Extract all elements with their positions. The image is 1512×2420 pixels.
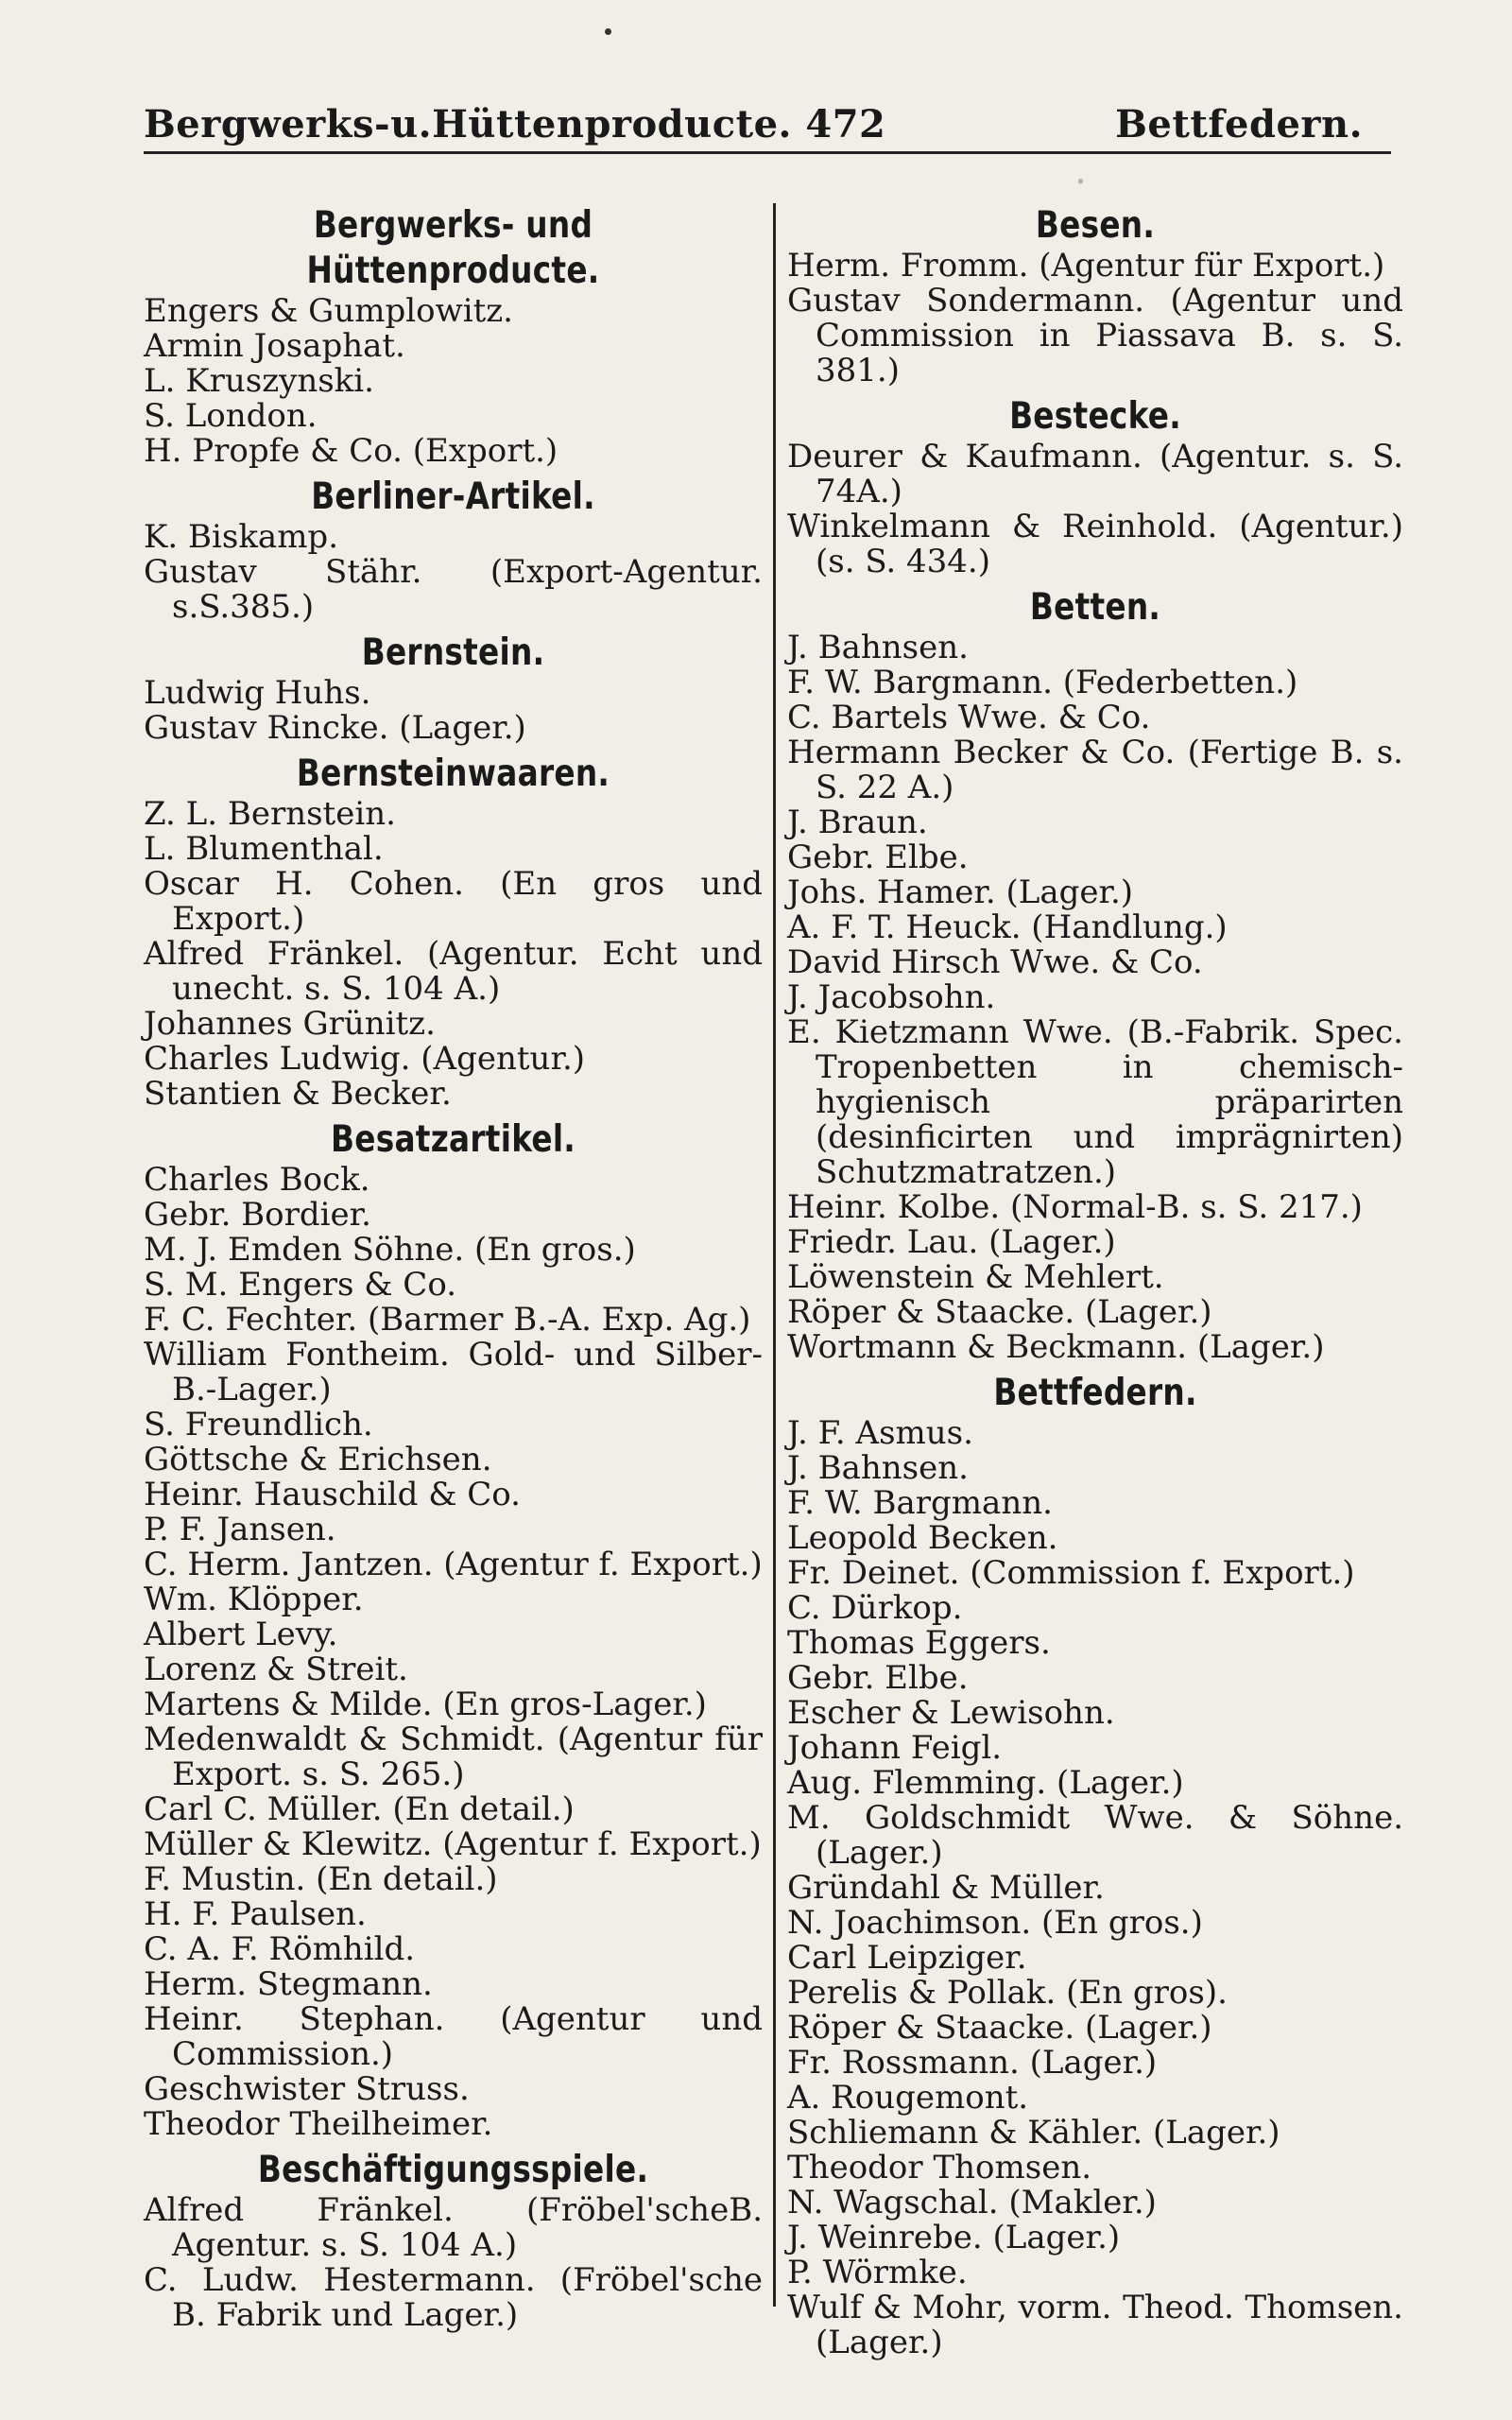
category-section	[144, 752, 763, 1117]
firm-entry: Heinr. Stephan. (Agentur und Commission.)	[144, 2000, 763, 2073]
firm-entry: Heinr. Hauschild & Co.	[144, 1476, 521, 1513]
firm-entry: Ludwig Huhs.	[144, 674, 371, 712]
column-divider	[773, 203, 776, 2307]
category-section	[144, 631, 763, 752]
firm-entry: M. J. Emden Söhne. (En gros.)	[144, 1231, 636, 1269]
category-section	[144, 2148, 763, 2339]
firm-entry: Alfred Fränkel. (Fröbel'scheB. Agentur. s. S. 104 A.)	[144, 2191, 763, 2264]
firm-entry: Armin Josaphat.	[144, 327, 405, 365]
category-section	[144, 475, 763, 631]
firm-entry: Johs. Hamer. (Lager.)	[787, 873, 1134, 911]
firm-entry: P. Wörmke.	[787, 2254, 968, 2291]
firm-entry: C. Dürkop.	[787, 1589, 963, 1627]
firm-entry: Röper & Staacke. (Lager.)	[787, 2009, 1212, 2047]
firm-entry: Deurer & Kaufmann. (Agentur. s. S. 74A.)	[787, 438, 1403, 510]
firm-entry: Herm. Fromm. (Agentur für Export.)	[787, 247, 1385, 285]
firm-entry: Herm. Stegmann.	[144, 1965, 433, 2003]
firm-entry: F. W. Bargmann.	[787, 1484, 1053, 1522]
firm-entry: Müller & Klewitz. (Agentur f. Export.)	[144, 1825, 762, 1863]
firm-entry: Stantien & Becker.	[144, 1075, 452, 1113]
firm-entry: Engers & Gumplowitz.	[144, 292, 513, 330]
firm-entry: F. C. Fechter. (Barmer B.-A. Exp. Ag.)	[144, 1301, 751, 1339]
firm-entry: Gebr. Bordier.	[144, 1196, 371, 1234]
category-heading: Bettfedern.	[993, 1372, 1197, 1414]
firm-entry: Schliemann & Kähler. (Lager.)	[787, 2114, 1280, 2152]
category-section	[787, 203, 1403, 394]
firm-entry: Johann Feigl.	[787, 1729, 1003, 1767]
firm-entry: J. Braun.	[787, 804, 928, 841]
firm-entry: Gustav Sondermann. (Agentur und Commission in Piassava B. s. S. 381.)	[787, 282, 1403, 389]
firm-entry: Gründahl & Müller.	[787, 1869, 1105, 1907]
print-speck	[605, 28, 611, 35]
category-heading: Berliner-Artikel.	[311, 475, 595, 518]
category-heading: Besatzartikel.	[330, 1118, 576, 1161]
firm-entry: Thomas Eggers.	[787, 1624, 1051, 1662]
pencil-mark: ᛫	[1070, 163, 1091, 204]
firm-entry: Friedr. Lau. (Lager.)	[787, 1223, 1116, 1261]
firm-entry: Hermann Becker & Co. (Fertige B. s. S. 22 A.)	[787, 734, 1403, 806]
firm-entry: Gustav Rincke. (Lager.)	[144, 709, 526, 747]
firm-entry: Röper & Staacke. (Lager.)	[787, 1293, 1212, 1331]
category-section	[787, 585, 1403, 1371]
firm-entry: Theodor Thomsen.	[787, 2149, 1092, 2187]
category-heading: Betten.	[1029, 586, 1161, 629]
firm-entry: David Hirsch Wwe. & Co.	[787, 943, 1203, 981]
category-heading: Bernsteinwaaren.	[296, 752, 610, 795]
firm-entry: Leopold Becken.	[787, 1519, 1058, 1557]
firm-entry: Martens & Milde. (En gros-Lager.)	[144, 1685, 707, 1723]
firm-entry: Charles Ludwig. (Agentur.)	[144, 1040, 586, 1078]
firm-entry: Carl C. Müller. (En detail.)	[144, 1790, 575, 1828]
firm-entry: A. Rougemont.	[787, 2079, 1029, 2117]
firm-entry: C. Ludw. Hestermann. (Fröbel'sche B. Fabrik und Lager.)	[144, 2261, 763, 2334]
firm-entry: Theodor Theilheimer.	[144, 2105, 493, 2143]
firm-entry: Gustav Stähr. (Export-Agentur. s.S.385.)	[144, 553, 763, 626]
firm-entry: Lorenz & Streit.	[144, 1651, 408, 1688]
category-heading: Besen.	[1035, 204, 1156, 247]
firm-entry: Johannes Grünitz.	[144, 1005, 436, 1043]
category-section	[144, 203, 763, 475]
firm-entry: Albert Levy.	[144, 1616, 338, 1653]
firm-entry: Gebr. Elbe.	[787, 838, 969, 876]
firm-entry: Wm. Klöpper.	[144, 1581, 364, 1618]
firm-entry: N. Joachimson. (En gros.)	[787, 1904, 1203, 1942]
firm-entry: H. Propfe & Co. (Export.)	[144, 432, 558, 470]
firm-entry: Wulf & Mohr, vorm. Theod. Thomsen. (Lager.)	[787, 2289, 1403, 2361]
firm-entry: Z. L. Bernstein.	[144, 795, 396, 833]
firm-entry: J. Bahnsen.	[787, 1449, 969, 1487]
firm-entry: Medenwaldt & Schmidt. (Agentur für Export. s. S. 265.)	[144, 1720, 763, 1793]
category-section	[144, 1117, 763, 2148]
firm-entry: Alfred Fränkel. (Agentur. Echt und unecht. s. S. 104 A.)	[144, 935, 763, 1008]
firm-entry: F. W. Bargmann. (Federbetten.)	[787, 664, 1298, 701]
firm-entry: Winkelmann & Reinhold. (Agentur.) (s. S. 434.)	[787, 508, 1403, 580]
firm-entry: Oscar H. Cohen. (En gros und Export.)	[144, 865, 763, 938]
firm-entry: Charles Bock.	[144, 1161, 370, 1199]
firm-entry: M. Goldschmidt Wwe. & Söhne. (Lager.)	[787, 1799, 1403, 1872]
firm-entry: A. F. T. Heuck. (Handlung.)	[787, 908, 1228, 946]
category-heading: Beschäftigungsspiele.	[257, 2149, 649, 2191]
category-heading: Bernstein.	[361, 631, 545, 674]
firm-entry: J. F. Asmus.	[787, 1414, 973, 1452]
left-column	[144, 203, 763, 2339]
running-head	[144, 102, 1363, 153]
firm-entry: Göttsche & Erichsen.	[144, 1441, 492, 1478]
firm-entry: Perelis & Pollak. (En gros).	[787, 1974, 1228, 2012]
firm-entry: N. Wagschal. (Makler.)	[787, 2184, 1157, 2221]
firm-entry: Aug. Flemming. (Lager.)	[787, 1764, 1184, 1802]
running-head-right: Bettfedern.	[1115, 102, 1363, 147]
firm-entry: Carl Leipziger.	[787, 1939, 1027, 1977]
firm-entry: Fr. Deinet. (Commission f. Export.)	[787, 1554, 1355, 1592]
firm-entry: P. F. Jansen.	[144, 1511, 336, 1548]
firm-entry: Geschwister Struss.	[144, 2070, 470, 2108]
category-section	[787, 394, 1403, 585]
firm-entry: C. Herm. Jantzen. (Agentur f. Export.)	[144, 1546, 763, 1583]
firm-entry: C. Bartels Wwe. & Co.	[787, 699, 1151, 736]
running-head-left: Bergwerks-u.Hüttenproducte. 472	[144, 102, 886, 147]
firm-entry: Löwenstein & Mehlert.	[787, 1258, 1164, 1296]
firm-entry: K. Biskamp.	[144, 518, 339, 556]
firm-entry: H. F. Paulsen.	[144, 1895, 367, 1933]
category-heading: Bestecke.	[1009, 395, 1181, 438]
category-heading: Bergwerks- und Hüttenproducte.	[306, 204, 600, 292]
firm-entry: L. Kruszynski.	[144, 362, 374, 400]
firm-entry: S. London.	[144, 397, 318, 435]
header-rule	[144, 151, 1391, 154]
firm-entry: C. A. F. Römhild.	[144, 1930, 416, 1968]
firm-entry: Fr. Rossmann. (Lager.)	[787, 2044, 1158, 2082]
firm-entry: F. Mustin. (En detail.)	[144, 1860, 498, 1898]
firm-entry: William Fontheim. Gold- und Silber-B.-Lager.)	[144, 1336, 763, 1409]
right-column	[787, 203, 1403, 2366]
firm-entry: S. Freundlich.	[144, 1406, 373, 1443]
firm-entry: Escher & Lewisohn.	[787, 1694, 1115, 1732]
firm-entry: Wortmann & Beckmann. (Lager.)	[787, 1328, 1325, 1366]
firm-entry: E. Kietzmann Wwe. (B.-Fabrik. Spec. Tropenbetten in chemisch-hygienisch präparirten (desinficirten und imprägnirten) Schutzmatratzen.)	[787, 1013, 1403, 1191]
firm-entry: Heinr. Kolbe. (Normal-B. s. S. 217.)	[787, 1188, 1363, 1226]
firm-entry: S. M. Engers & Co.	[144, 1266, 457, 1304]
firm-entry: Gebr. Elbe.	[787, 1659, 969, 1697]
firm-entry: J. Bahnsen.	[787, 629, 969, 666]
firm-entry: L. Blumenthal.	[144, 830, 384, 868]
firm-entry: J. Jacobsohn.	[787, 978, 996, 1016]
firm-entry: J. Weinrebe. (Lager.)	[787, 2219, 1121, 2256]
category-section	[787, 1371, 1403, 2366]
